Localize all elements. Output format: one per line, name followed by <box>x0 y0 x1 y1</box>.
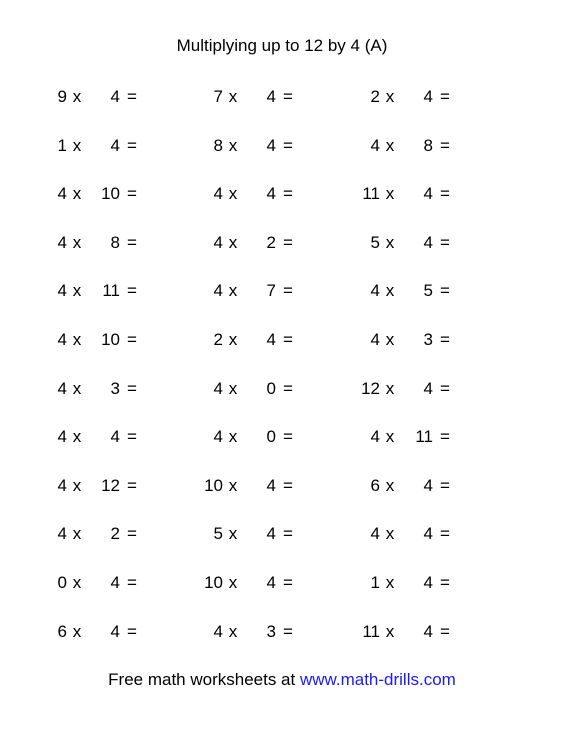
problem-11-2 <box>193 571 303 595</box>
factor-right: 3 <box>423 330 433 349</box>
equals-sign: = <box>440 87 450 106</box>
equals-sign: = <box>283 475 293 495</box>
problem-4-2 <box>193 231 303 255</box>
problem-9-3 <box>350 474 460 498</box>
factor-left: 9 <box>57 87 67 106</box>
times-sign: x <box>72 573 82 592</box>
factor-right: 4 <box>266 330 276 349</box>
equals-sign: = <box>440 281 450 301</box>
equals-sign: = <box>283 573 293 592</box>
factor-left: 5 <box>213 524 223 544</box>
factor-right: 3 <box>110 378 120 398</box>
factor-right: 4 <box>423 573 433 592</box>
factor-left: 1 <box>57 135 67 155</box>
factor-left: 2 <box>213 330 223 349</box>
problem-12-1 <box>37 620 147 644</box>
equals-sign: = <box>127 621 137 641</box>
equals-sign: = <box>440 475 450 495</box>
problem-9-1 <box>37 474 147 498</box>
times-sign: x <box>385 330 395 349</box>
factor-right: 3 <box>266 621 276 641</box>
factor-left: 7 <box>213 87 223 106</box>
equals-sign: = <box>440 621 450 641</box>
factor-right: 4 <box>266 87 276 106</box>
factor-left: 4 <box>370 427 380 447</box>
problem-7-3 <box>350 377 460 401</box>
equals-sign: = <box>127 524 137 544</box>
times-sign: x <box>385 573 395 592</box>
equals-sign: = <box>440 330 450 349</box>
times-sign: x <box>228 524 238 544</box>
equals-sign: = <box>283 135 293 155</box>
factor-left: 6 <box>370 475 380 495</box>
footer-link[interactable]: www.math-drills.com <box>299 670 456 689</box>
factor-left: 4 <box>370 281 380 301</box>
factor-right: 0 <box>266 378 276 398</box>
factor-left: 4 <box>213 184 223 204</box>
times-sign: x <box>385 427 395 447</box>
problem-5-1 <box>37 279 147 303</box>
problem-5-2 <box>193 279 303 303</box>
times-sign: x <box>228 281 238 301</box>
equals-sign: = <box>283 524 293 544</box>
factor-left: 4 <box>213 427 223 447</box>
times-sign: x <box>72 232 82 252</box>
worksheet-title: Multiplying up to 12 by 4 (A) <box>176 36 388 55</box>
factor-left: 6 <box>57 621 67 641</box>
equals-sign: = <box>440 573 450 592</box>
times-sign: x <box>72 524 82 544</box>
factor-right: 4 <box>110 621 120 641</box>
problem-10-3 <box>350 522 460 546</box>
factor-left: 11 <box>362 621 380 641</box>
factor-right: 0 <box>266 427 276 447</box>
equals-sign: = <box>440 232 450 252</box>
problem-1-2 <box>193 85 303 109</box>
equals-sign: = <box>127 378 137 398</box>
footer-text: Free math worksheets at <box>108 670 300 689</box>
factor-right: 11 <box>102 281 120 301</box>
problem-12-3 <box>350 620 460 644</box>
factor-right: 4 <box>266 135 276 155</box>
times-sign: x <box>228 330 238 349</box>
factor-right: 4 <box>266 475 276 495</box>
factor-left: 0 <box>57 573 67 592</box>
times-sign: x <box>228 184 238 204</box>
problem-5-3 <box>350 279 460 303</box>
times-sign: x <box>72 184 82 204</box>
equals-sign: = <box>440 524 450 544</box>
factor-right: 4 <box>423 475 433 495</box>
factor-left: 4 <box>213 281 223 301</box>
problem-11-1 <box>37 571 147 595</box>
problem-3-3 <box>350 182 460 206</box>
problem-12-2 <box>193 620 303 644</box>
times-sign: x <box>72 427 82 447</box>
factor-right: 8 <box>423 135 433 155</box>
factor-left: 4 <box>57 184 67 204</box>
equals-sign: = <box>440 135 450 155</box>
equals-sign: = <box>127 573 137 592</box>
times-sign: x <box>72 475 82 495</box>
problem-6-1 <box>37 328 147 352</box>
equals-sign: = <box>127 87 137 106</box>
factor-left: 4 <box>57 475 67 495</box>
factor-right: 4 <box>110 135 120 155</box>
times-sign: x <box>385 621 395 641</box>
times-sign: x <box>72 87 82 106</box>
equals-sign: = <box>283 232 293 252</box>
times-sign: x <box>385 184 395 204</box>
equals-sign: = <box>283 378 293 398</box>
problem-2-2 <box>193 134 303 158</box>
times-sign: x <box>228 427 238 447</box>
factor-right: 4 <box>423 87 433 106</box>
factor-right: 10 <box>101 184 120 204</box>
problem-11-3 <box>350 571 460 595</box>
times-sign: x <box>228 135 238 155</box>
factor-left: 4 <box>370 135 380 155</box>
factor-right: 4 <box>423 378 433 398</box>
factor-left: 8 <box>213 135 223 155</box>
factor-right: 4 <box>423 524 433 544</box>
equals-sign: = <box>127 475 137 495</box>
equals-sign: = <box>127 281 137 301</box>
factor-right: 7 <box>266 281 276 301</box>
factor-right: 2 <box>110 524 120 544</box>
problem-3-2 <box>193 182 303 206</box>
equals-sign: = <box>283 87 293 106</box>
times-sign: x <box>72 621 82 641</box>
problem-10-1 <box>37 522 147 546</box>
problem-8-2 <box>193 425 303 449</box>
problem-1-3 <box>350 85 460 109</box>
times-sign: x <box>228 232 238 252</box>
times-sign: x <box>228 573 238 592</box>
times-sign: x <box>228 621 238 641</box>
times-sign: x <box>385 475 395 495</box>
factor-right: 12 <box>101 475 120 495</box>
times-sign: x <box>385 281 395 301</box>
equals-sign: = <box>127 330 137 349</box>
times-sign: x <box>72 378 82 398</box>
times-sign: x <box>385 524 395 544</box>
problem-2-3 <box>350 134 460 158</box>
factor-left: 12 <box>361 378 380 398</box>
factor-left: 4 <box>370 524 380 544</box>
factor-left: 4 <box>57 378 67 398</box>
factor-right: 4 <box>266 184 276 204</box>
equals-sign: = <box>283 621 293 641</box>
factor-right: 10 <box>101 330 120 349</box>
equals-sign: = <box>127 135 137 155</box>
factor-right: 2 <box>266 232 276 252</box>
factor-left: 10 <box>204 573 223 592</box>
factor-left: 4 <box>57 281 67 301</box>
factor-left: 5 <box>370 232 380 252</box>
factor-left: 4 <box>57 330 67 349</box>
factor-left: 4 <box>57 524 67 544</box>
problem-7-1 <box>37 377 147 401</box>
problem-8-3 <box>350 425 460 449</box>
equals-sign: = <box>127 232 137 252</box>
times-sign: x <box>72 281 82 301</box>
problem-3-1 <box>37 182 147 206</box>
equals-sign: = <box>283 427 293 447</box>
factor-right: 4 <box>110 87 120 106</box>
times-sign: x <box>385 378 395 398</box>
times-sign: x <box>228 475 238 495</box>
factor-left: 4 <box>57 427 67 447</box>
factor-right: 4 <box>423 232 433 252</box>
factor-right: 4 <box>110 573 120 592</box>
factor-left: 11 <box>362 184 380 204</box>
times-sign: x <box>385 232 395 252</box>
times-sign: x <box>385 135 395 155</box>
factor-left: 2 <box>370 87 380 106</box>
problem-1-1 <box>37 85 147 109</box>
problem-7-2 <box>193 377 303 401</box>
factor-left: 4 <box>370 330 380 349</box>
factor-right: 4 <box>266 573 276 592</box>
factor-right: 4 <box>110 427 120 447</box>
factor-left: 1 <box>370 573 380 592</box>
factor-right: 4 <box>423 184 433 204</box>
times-sign: x <box>228 378 238 398</box>
equals-sign: = <box>127 184 137 204</box>
factor-left: 10 <box>204 475 223 495</box>
factor-left: 4 <box>213 621 223 641</box>
factor-right: 8 <box>110 232 120 252</box>
times-sign: x <box>228 87 238 106</box>
problem-4-3 <box>350 231 460 255</box>
factor-left: 4 <box>213 232 223 252</box>
factor-left: 4 <box>57 232 67 252</box>
problem-2-1 <box>37 134 147 158</box>
times-sign: x <box>385 87 395 106</box>
equals-sign: = <box>440 184 450 204</box>
problem-10-2 <box>193 522 303 546</box>
factor-right: 11 <box>415 427 433 447</box>
factor-left: 4 <box>213 378 223 398</box>
problem-6-3 <box>350 328 460 352</box>
equals-sign: = <box>127 427 137 447</box>
footer <box>0 670 564 690</box>
equals-sign: = <box>283 330 293 349</box>
problem-4-1 <box>37 231 147 255</box>
factor-right: 5 <box>423 281 433 301</box>
problem-8-1 <box>37 425 147 449</box>
times-sign: x <box>72 330 82 349</box>
problem-6-2 <box>193 328 303 352</box>
equals-sign: = <box>440 427 450 447</box>
equals-sign: = <box>283 281 293 301</box>
factor-right: 4 <box>423 621 433 641</box>
equals-sign: = <box>283 184 293 204</box>
factor-right: 4 <box>266 524 276 544</box>
problem-9-2 <box>193 474 303 498</box>
times-sign: x <box>72 135 82 155</box>
equals-sign: = <box>440 378 450 398</box>
